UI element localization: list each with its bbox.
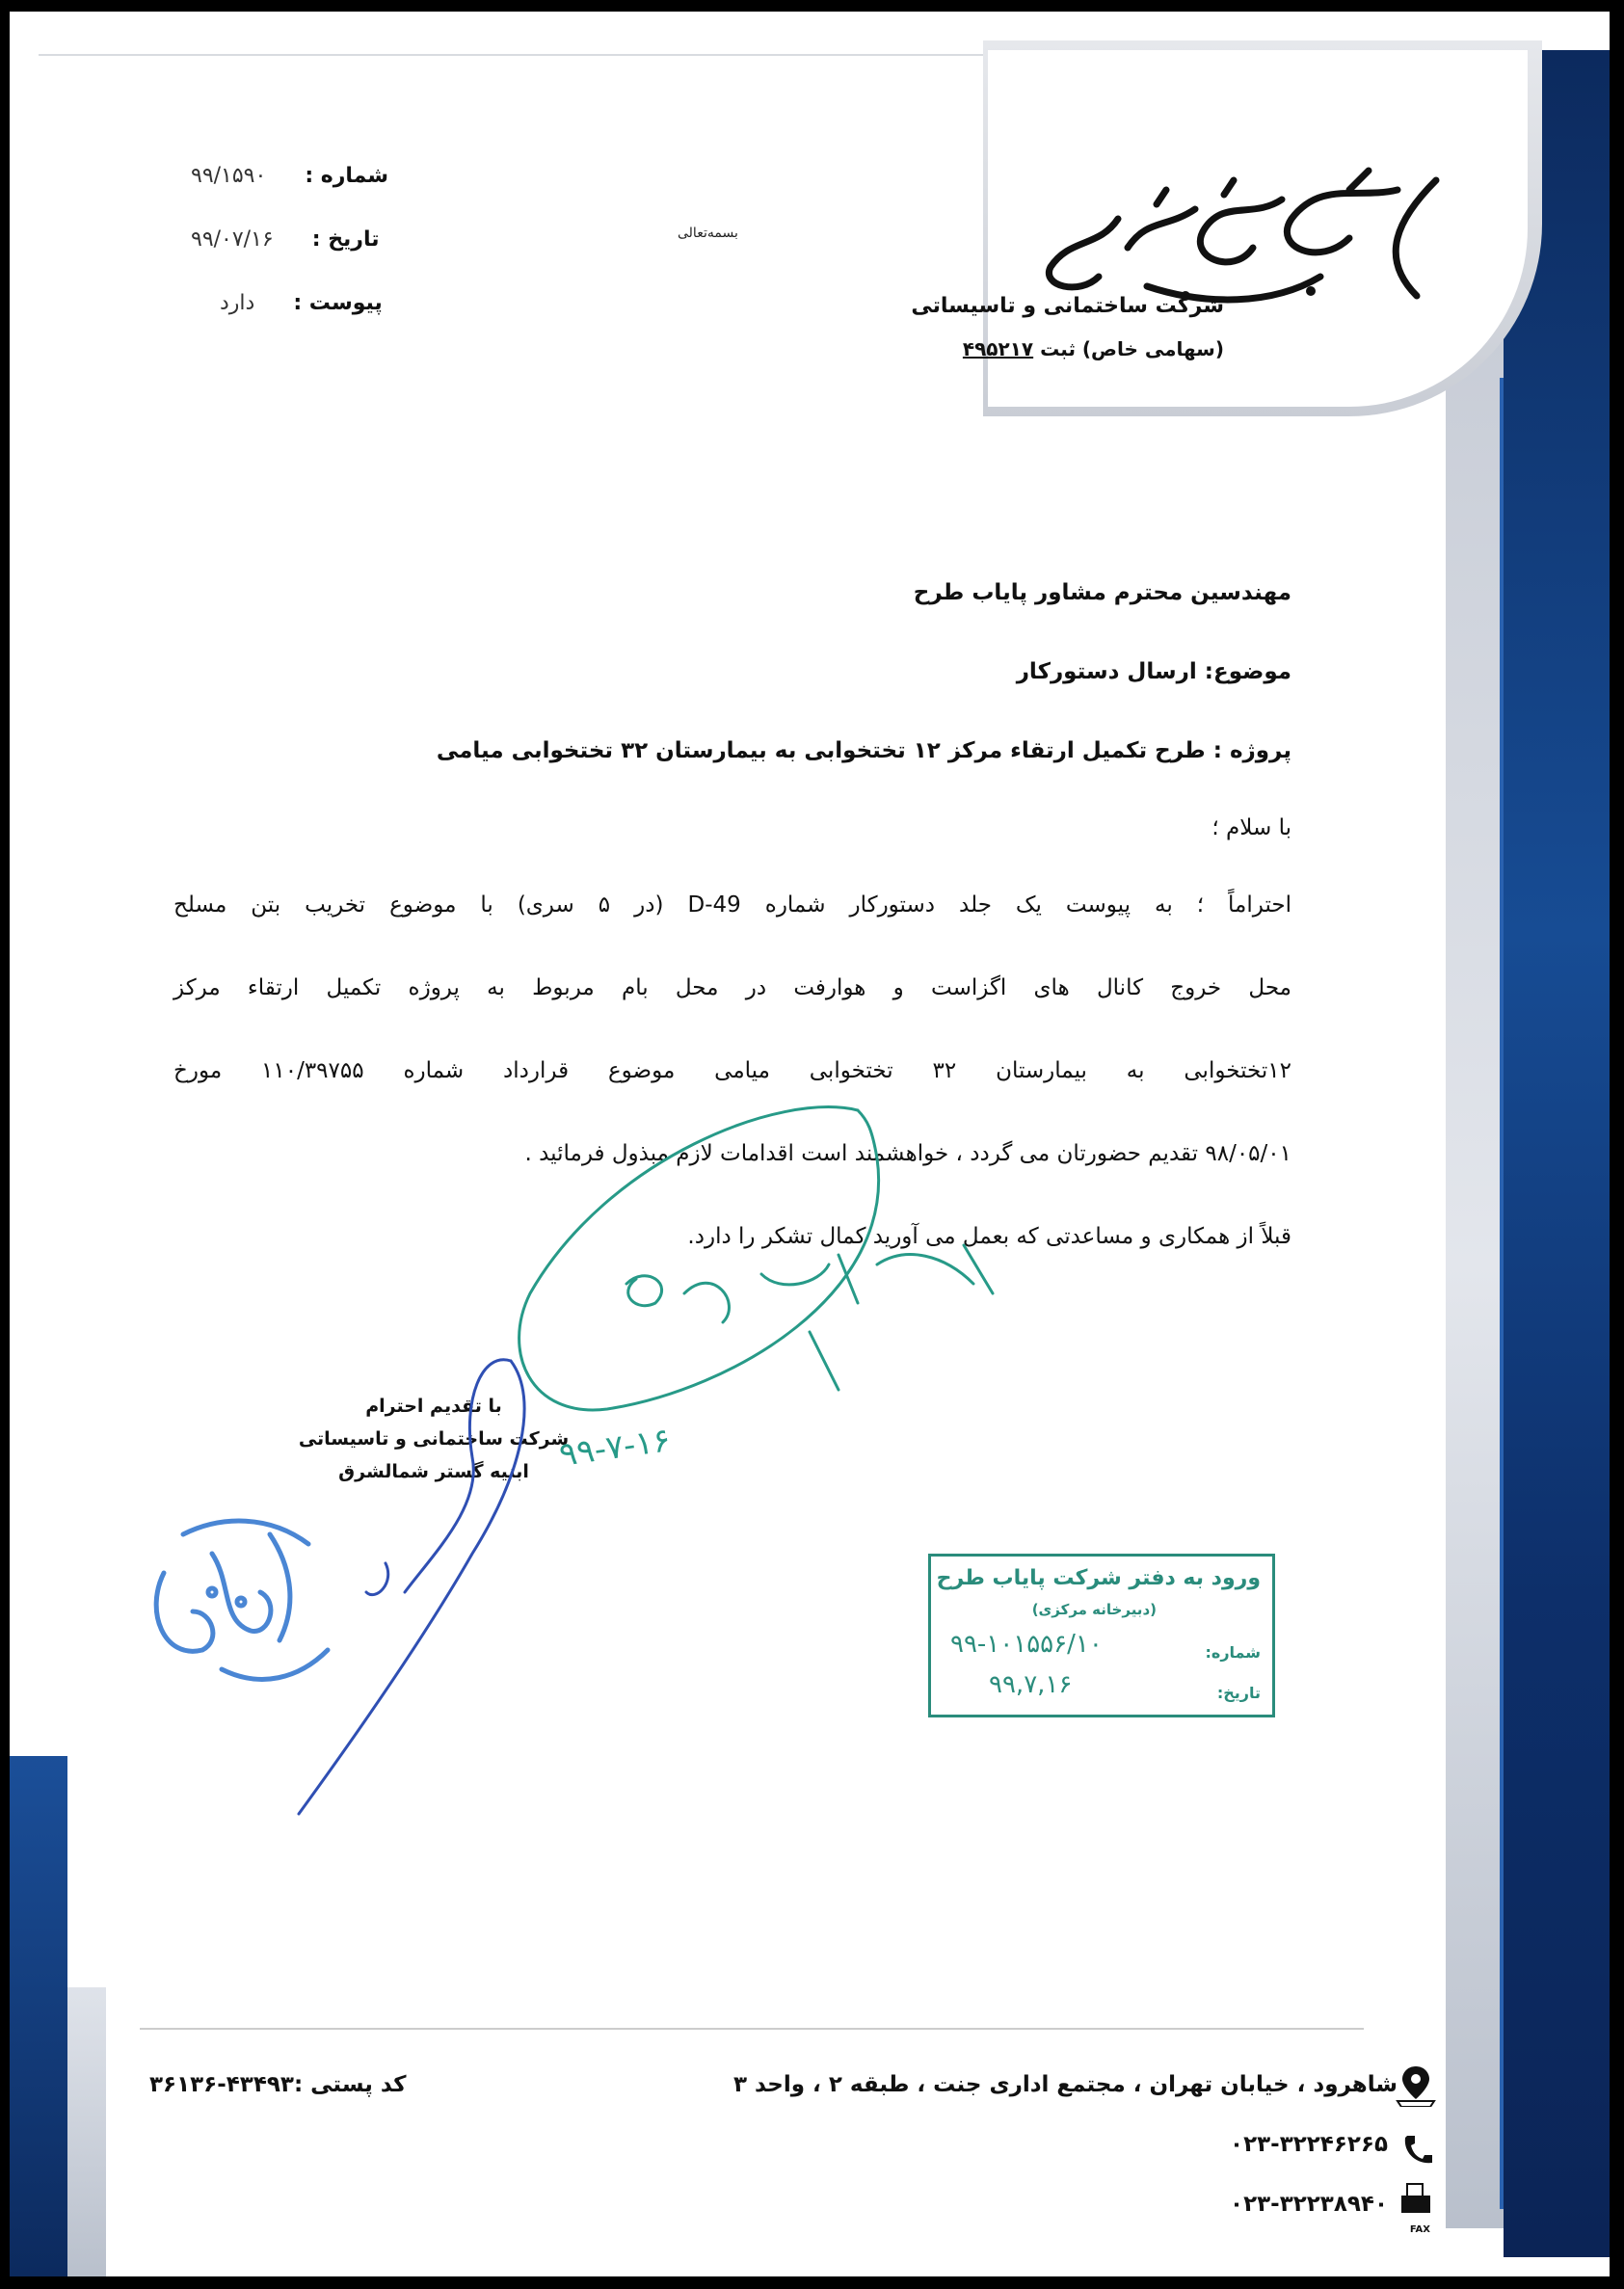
blue-signature — [289, 1342, 540, 1823]
meta-date-value: ۹۹/۰۷/۱۶ — [191, 227, 274, 252]
footer-rule — [140, 2028, 1364, 2030]
stamp-title: ورود به دفتر شرکت پایاب طرح — [936, 1566, 1261, 1590]
stamp-date-value: ۹۹,۷,۱۶ — [989, 1670, 1073, 1699]
footer-phone: ۰۲۳-۳۲۲۴۶۲۶۵ — [1230, 2132, 1388, 2157]
side-band-dark — [1504, 50, 1610, 2257]
receipt-stamp — [928, 1554, 1275, 1717]
company-reg-prefix: (سهامی خاص) ثبت — [1040, 337, 1224, 360]
basmala: بسمه‌تعالی — [678, 226, 738, 241]
footer-fax: ۰۲۳-۳۲۲۳۸۹۴۰ — [1230, 2192, 1388, 2217]
stamp-number-value: ۹۹-۱۰۱۵۵۶/۱۰ — [950, 1630, 1103, 1659]
subject-label: موضوع: — [1204, 659, 1291, 684]
meta-attachment-label: پیوست : — [293, 291, 383, 315]
phone-icon — [1394, 2128, 1438, 2172]
closing: قبلاً از همکاری و مساعدتی که بعمل می آورید کمال تشکر را دارد. — [687, 1224, 1291, 1249]
project-line — [437, 738, 1291, 763]
paragraph-line-1: احتراماً ؛ به پیوست یک جلد دستورکار شماره D-49 (در ۵ سری) با موضوع تخریب بتن مسلح — [173, 892, 1292, 918]
paragraph-line-4: ۹۸/۰۵/۰۱ تقدیم حضورتان می گردد ، خواهشمند است اقدامات لازم مبذول فرمائید . — [524, 1141, 1291, 1166]
project-text: طرح تکمیل ارتقاء مرکز ۱۲ تختخوابی به بیمارستان ۳۲ تختخوابی میامی — [436, 738, 1206, 763]
meta-number — [191, 164, 388, 188]
meta-date-label: تاریخ : — [311, 227, 380, 252]
meta-number-label: شماره : — [305, 164, 389, 188]
company-reg-number: ۴۹۵۲۱۷ — [962, 337, 1034, 360]
greeting: با سلام ؛ — [1211, 815, 1291, 840]
letter-page — [10, 12, 1610, 2276]
paragraph-line-2: محل خروج کانال های اگزاست و هوارفت در محل بام مربوط به پروژه تکمیل ارتقاء مرکز — [173, 975, 1291, 1000]
recipient: مهندسین محترم مشاور پایاب طرح — [913, 580, 1291, 605]
stamp-number-label: شماره: — [1205, 1643, 1261, 1662]
subject-line — [1017, 659, 1291, 684]
paragraph-line-3: ۱۲تختخوابی به بیمارستان ۳۲ تختخوابی میامی موضوع قرارداد شماره ۱۱۰/۳۹۷۵۵ مورخ — [173, 1058, 1291, 1083]
fax-label: FAX — [1409, 2224, 1430, 2235]
stamp-date-label: تاریخ: — [1216, 1684, 1261, 1702]
handwritten-date: ۹۹-۷-۱۶ — [556, 1421, 674, 1475]
company-registration — [963, 337, 1224, 360]
meta-date — [191, 227, 380, 252]
signature-line-2: شرکت ساختمانی و تاسیساتی — [298, 1428, 570, 1450]
company-name: شرکت ساختمانی و تاسیساتی — [911, 294, 1224, 318]
signature-line-3: ابنیه گستر شمالشرق — [338, 1461, 529, 1482]
company-logo — [1031, 161, 1455, 315]
side-band-light — [1446, 301, 1504, 2228]
subject-text: ارسال دستورکار — [1016, 659, 1197, 684]
project-label: پروژه : — [1212, 738, 1291, 763]
meta-number-value: ۹۹/۱۵۹۰ — [191, 164, 267, 188]
fax-icon — [1394, 2180, 1438, 2224]
location-pin-icon — [1394, 2063, 1438, 2107]
meta-attachment-value: دارد — [220, 291, 255, 315]
meta-attachment — [220, 291, 383, 315]
footer-address: شاهرود ، خیابان تهران ، مجتمع اداری جنت ، طبقه ۲ ، واحد ۳ — [732, 2072, 1398, 2097]
bottom-wedge — [10, 1756, 67, 2276]
footer-postal-code: کد پستی :۴۳۴۹۳-۳۶۱۳۶ — [149, 2072, 407, 2097]
signature-line-1: با تقدیم احترام — [365, 1396, 502, 1417]
stamp-subtitle: (دبیرخانه مرکزی) — [1031, 1601, 1157, 1618]
